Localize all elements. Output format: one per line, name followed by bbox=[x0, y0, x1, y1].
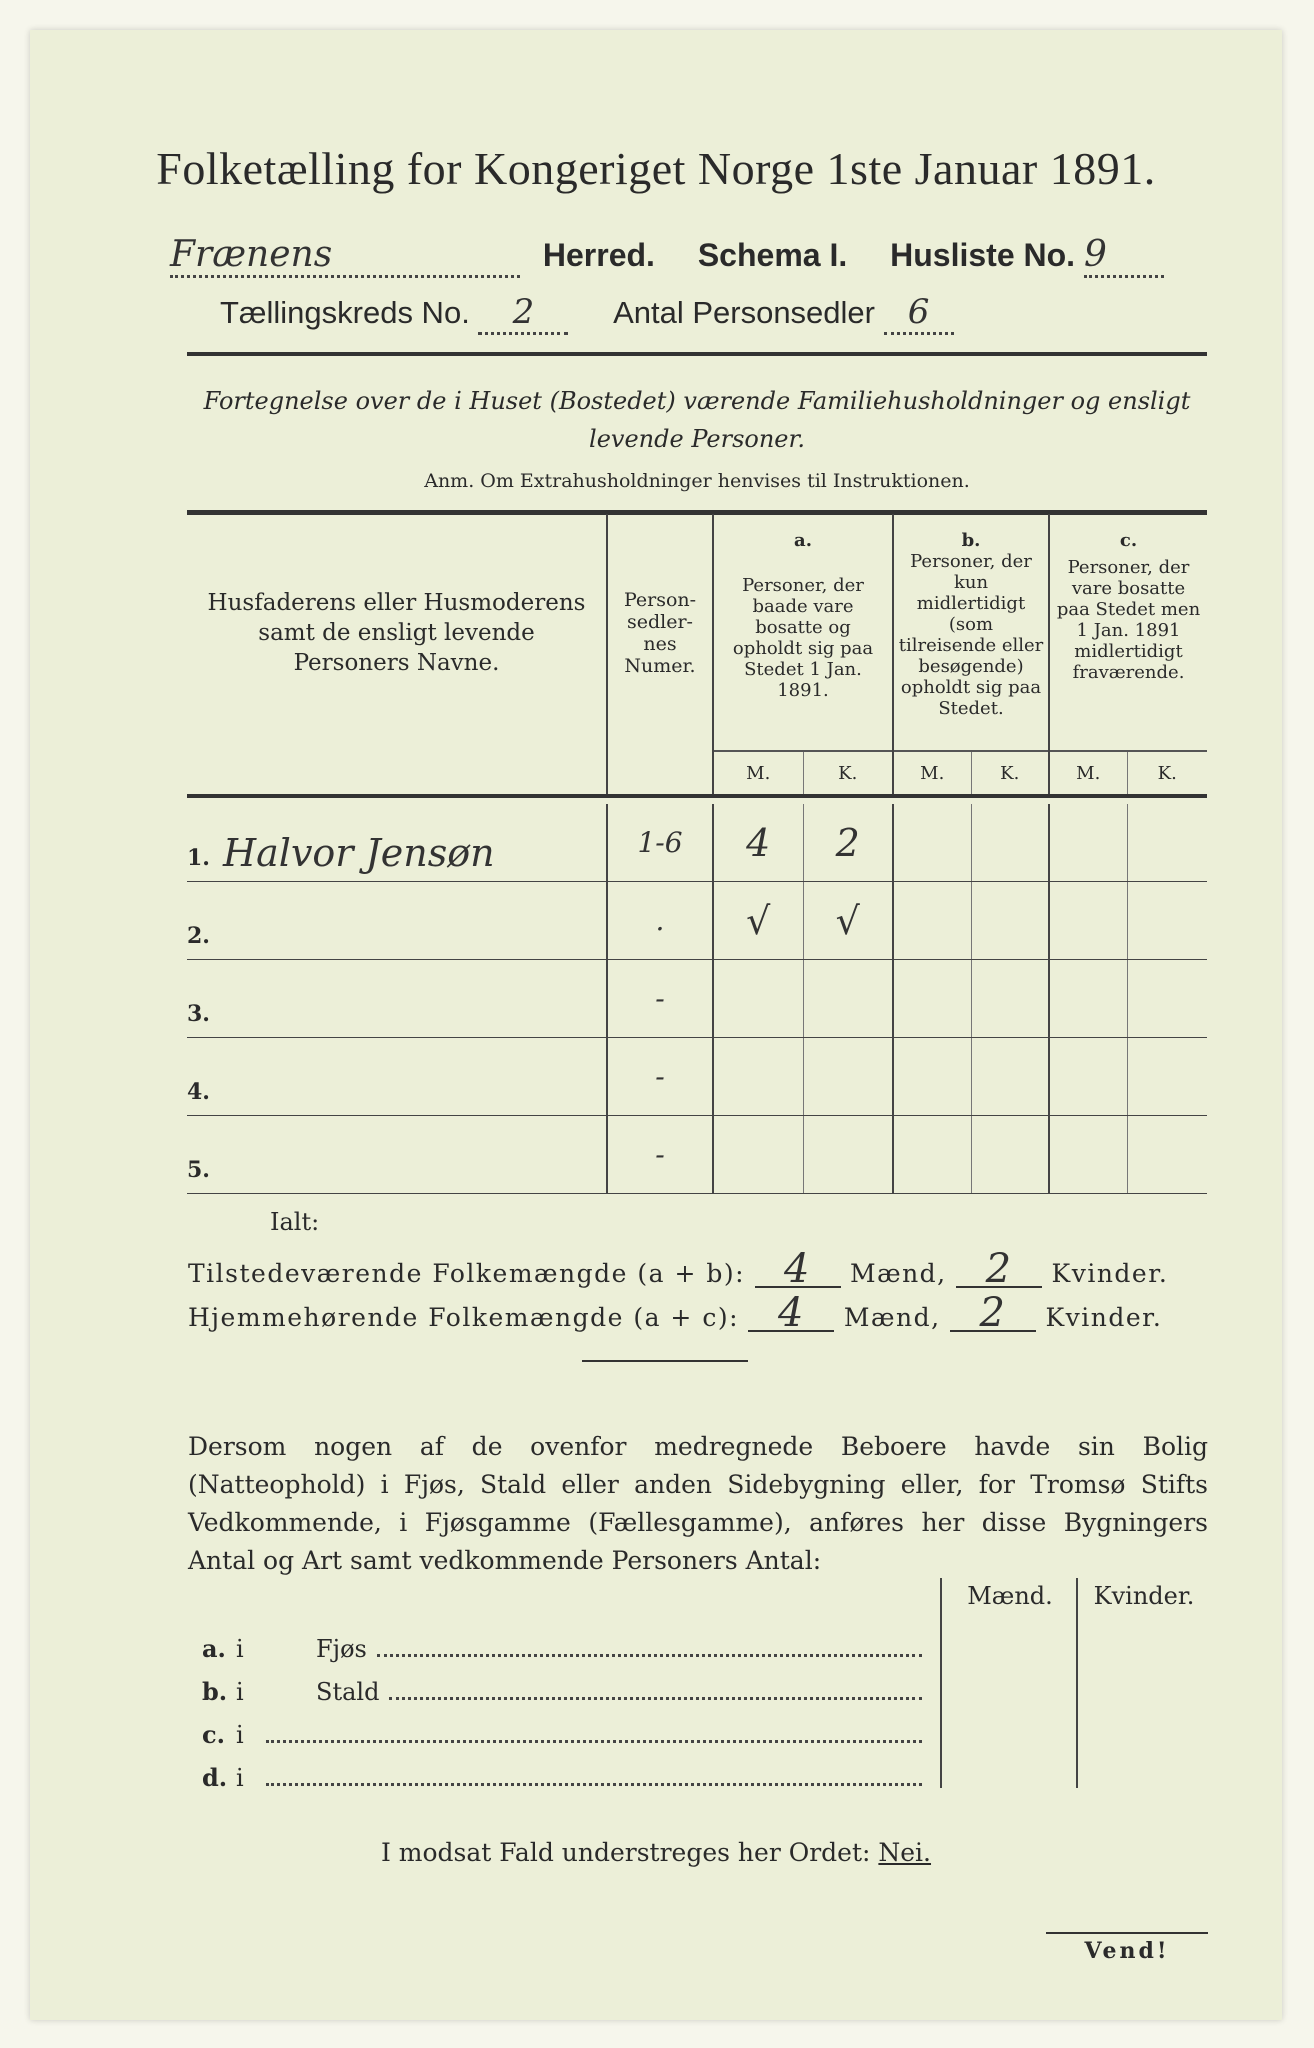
total-present-men-label: Mænd, bbox=[849, 1259, 947, 1288]
total-present-women: 2 bbox=[956, 1252, 1042, 1288]
vend-label: Vend! bbox=[1046, 1932, 1208, 1964]
total-present-label: Tilstedeværende Folkemængde (a + b): bbox=[188, 1259, 746, 1288]
col-c-k: K. bbox=[1127, 751, 1207, 796]
col-a-text: Personer, der baade vare bosatte og opholdt sig paa Stedet 1 Jan. 1891. bbox=[732, 575, 874, 701]
row-c-k bbox=[1127, 882, 1207, 960]
total-resident-women-label: Kvinder. bbox=[1045, 1303, 1163, 1332]
building-row-label: Stald bbox=[316, 1678, 380, 1706]
form-description: Fortegnelse over de i Huset (Bostedet) værende Familiehusholdninger og ensligt levende Personer. bbox=[203, 387, 1191, 453]
form-title: Folketælling for Kongeriget Norge 1ste Januar 1891. bbox=[156, 143, 1156, 194]
row-b-k bbox=[971, 960, 1049, 1038]
kreds-label: Tællingskreds No. bbox=[220, 295, 470, 330]
col-a-letter: a. bbox=[794, 530, 812, 551]
ialt-label: Ialt: bbox=[270, 1208, 320, 1236]
building-row-dots bbox=[377, 1654, 922, 1657]
row-name-text: Halvor Jensøn bbox=[223, 831, 495, 875]
herred-value: Frænens bbox=[170, 234, 520, 278]
row-name bbox=[187, 960, 607, 1038]
husliste-label: Husliste No. bbox=[890, 237, 1076, 273]
total-resident-men-label: Mænd, bbox=[843, 1303, 941, 1332]
col-header-c bbox=[1049, 514, 1207, 751]
row-b-k bbox=[971, 1038, 1049, 1116]
building-row-dots bbox=[266, 1740, 922, 1743]
row-c-m bbox=[1049, 1038, 1127, 1116]
building-row-i: i bbox=[236, 1764, 244, 1792]
antal-value: 6 bbox=[884, 292, 954, 335]
row-c-m bbox=[1049, 804, 1127, 882]
col-header-a bbox=[713, 514, 893, 751]
row-name bbox=[187, 1116, 607, 1194]
household-table bbox=[187, 514, 1207, 1194]
col-header-name: Husfaderens eller Husmoderens samt de ensligt levende Personers Navne. bbox=[187, 514, 607, 751]
herred-line bbox=[170, 234, 1210, 284]
husliste-value: 9 bbox=[1084, 234, 1164, 278]
row-a-m: 4 bbox=[713, 804, 803, 882]
total-present-women-label: Kvinder. bbox=[1051, 1259, 1169, 1288]
kreds-value: 2 bbox=[478, 292, 568, 335]
nei-line bbox=[30, 1838, 1282, 1867]
table-row bbox=[187, 882, 1207, 960]
row-num: - bbox=[607, 1038, 713, 1116]
building-row bbox=[202, 1706, 922, 1749]
col-a-k: K. bbox=[803, 751, 893, 796]
row-b-m bbox=[893, 882, 971, 960]
col-header-b bbox=[893, 514, 1049, 751]
buildings-paragraph: Dersom nogen af de ovenfor medregnede Beboere havde sin Bolig (Natteophold) i Fjøs, Stald eller anden Sidebygning eller, for Tromsø Stifts Vedkommende, i Fjøsgamme (Fællesgamme), anføres her disse Bygningers Antal og Art samt vedkommende Personers Antal: bbox=[188, 1432, 1208, 1575]
building-row-i: i bbox=[236, 1721, 244, 1749]
buildings-col-women: Kvinder. bbox=[1093, 1582, 1195, 1610]
form-note: Anm. Om Extrahusholdninger henvises til Instruktionen. bbox=[424, 470, 970, 492]
col-b-letter: b. bbox=[961, 530, 981, 551]
kreds-line bbox=[170, 292, 1210, 342]
col-header-num: Person-sedler-nes Numer. bbox=[607, 514, 713, 751]
antal-label: Antal Personsedler bbox=[613, 295, 875, 330]
building-row bbox=[202, 1620, 922, 1663]
section-divider bbox=[582, 1360, 748, 1362]
building-row-letter: d. bbox=[202, 1763, 228, 1792]
col-c-m: M. bbox=[1049, 751, 1127, 796]
row-name bbox=[187, 1038, 607, 1116]
col-b-text: Personer, der kun midlertidigt (som tilreisende eller besøgende) opholdt sig paa Stedet. bbox=[898, 551, 1044, 719]
nei-word: Nei. bbox=[878, 1838, 932, 1867]
building-row-letter: a. bbox=[202, 1634, 226, 1663]
row-num: . bbox=[607, 882, 713, 960]
building-row bbox=[202, 1663, 922, 1706]
building-row-dots bbox=[389, 1697, 922, 1700]
row-number: 2. bbox=[187, 923, 210, 949]
building-row-dots bbox=[266, 1783, 922, 1786]
row-number: 5. bbox=[187, 1157, 210, 1183]
total-present-line bbox=[188, 1246, 1208, 1292]
row-b-m bbox=[893, 960, 971, 1038]
row-num: 1-6 bbox=[607, 804, 713, 882]
row-a-m bbox=[713, 960, 803, 1038]
total-present-men: 4 bbox=[755, 1252, 841, 1288]
row-c-m bbox=[1049, 960, 1127, 1038]
building-row-i: i bbox=[236, 1635, 244, 1663]
building-row-i: i bbox=[236, 1678, 244, 1706]
row-a-k: √ bbox=[803, 882, 893, 960]
col-b-k: K. bbox=[971, 751, 1049, 796]
header-rule bbox=[187, 352, 1207, 356]
table-row bbox=[187, 804, 1207, 882]
nei-text: I modsat Fald understreges her Ordet: bbox=[380, 1838, 871, 1867]
row-a-k bbox=[803, 1038, 893, 1116]
row-b-m bbox=[893, 804, 971, 882]
row-a-m bbox=[713, 1116, 803, 1194]
row-number: 3. bbox=[187, 1001, 210, 1027]
row-name bbox=[187, 882, 607, 960]
row-c-m bbox=[1049, 882, 1127, 960]
row-b-m bbox=[893, 1038, 971, 1116]
table-row bbox=[187, 1116, 1207, 1194]
col-b-m: M. bbox=[893, 751, 971, 796]
col-c-text: Personer, der vare bosatte paa Stedet men 1 Jan. 1891 midlertidigt fraværende. bbox=[1056, 557, 1201, 683]
row-name bbox=[187, 804, 607, 882]
building-row bbox=[202, 1749, 922, 1792]
col-a-m: M. bbox=[713, 751, 803, 796]
row-b-k bbox=[971, 804, 1049, 882]
building-row-letter: c. bbox=[202, 1720, 225, 1749]
row-number: 1. bbox=[187, 845, 210, 871]
col-c-letter: c. bbox=[1119, 530, 1138, 551]
row-a-m: √ bbox=[713, 882, 803, 960]
row-a-k: 2 bbox=[803, 804, 893, 882]
buildings-col-men: Mænd. bbox=[967, 1582, 1053, 1610]
row-b-k bbox=[971, 1116, 1049, 1194]
row-c-m bbox=[1049, 1116, 1127, 1194]
building-row-letter: b. bbox=[202, 1677, 228, 1706]
row-c-k bbox=[1127, 1116, 1207, 1194]
row-num: - bbox=[607, 960, 713, 1038]
building-row-label: Fjøs bbox=[316, 1635, 367, 1663]
total-resident-men: 4 bbox=[748, 1296, 834, 1332]
row-a-m bbox=[713, 1038, 803, 1116]
table-row bbox=[187, 1038, 1207, 1116]
total-resident-women: 2 bbox=[950, 1296, 1036, 1332]
row-b-k bbox=[971, 882, 1049, 960]
herred-label: Herred. bbox=[542, 237, 655, 273]
total-resident-line bbox=[188, 1290, 1208, 1336]
row-number: 4. bbox=[187, 1079, 210, 1105]
row-c-k bbox=[1127, 804, 1207, 882]
census-form-page bbox=[30, 30, 1282, 2020]
row-b-m bbox=[893, 1116, 971, 1194]
table-row bbox=[187, 960, 1207, 1038]
row-a-k bbox=[803, 1116, 893, 1194]
row-num: - bbox=[607, 1116, 713, 1194]
row-a-k bbox=[803, 960, 893, 1038]
row-c-k bbox=[1127, 960, 1207, 1038]
schema-label: Schema I. bbox=[697, 237, 848, 273]
row-c-k bbox=[1127, 1038, 1207, 1116]
total-resident-label: Hjemmehørende Folkemængde (a + c): bbox=[188, 1303, 739, 1332]
